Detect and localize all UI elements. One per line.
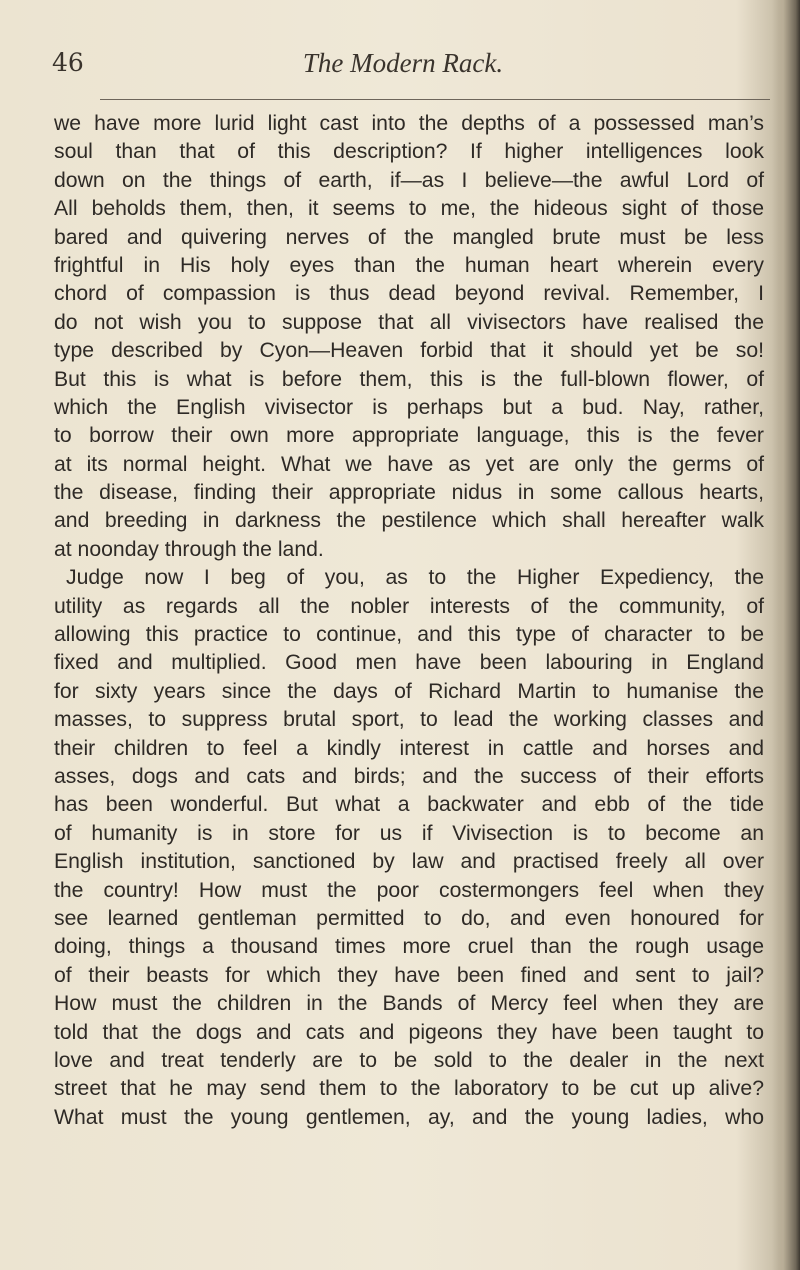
text-line: street that he may send them to the laboratory to be cut up alive? [54, 1077, 764, 1101]
text-line: All beholds them, then, it seems to me, the hideous sight of those [54, 197, 764, 221]
page-gutter-shadow [772, 0, 800, 1270]
text-line: for sixty years since the days of Richard Martin to humanise the [54, 679, 764, 703]
text-line: bared and quivering nerves of the mangled brute must be less [54, 225, 764, 249]
text-line: do not wish you to suppose that all vivisectors have realised the [54, 310, 764, 334]
text-line: But this is what is before them, this is the full-blown flower, of [54, 367, 764, 391]
text-line: Judge now I beg of you, as to the Higher Expediency, the [66, 566, 764, 590]
body-text [54, 110, 764, 1132]
page-header [52, 48, 754, 88]
text-line: English institution, sanctioned by law and practised freely all over [54, 850, 764, 874]
text-line: at noonday through the land. [54, 537, 324, 561]
running-title: The Modern Rack. [302, 48, 504, 78]
text-line: utility as regards all the nobler interests of the community, of [54, 594, 764, 618]
text-line: at its normal height. What we have as yet are only the germs of [54, 452, 764, 476]
text-line: fixed and multiplied. Good men have been labouring in England [54, 651, 764, 675]
text-line: and breeding in darkness the pestilence which shall hereafter walk [54, 509, 764, 533]
header-rule [100, 99, 770, 100]
text-line: of their beasts for which they have been fined and sent to jail? [54, 963, 764, 987]
text-line: chord of compassion is thus dead beyond revival. Remember, I [54, 282, 764, 306]
text-line: allowing this practice to continue, and this type of character to be [54, 623, 764, 647]
text-line: told that the dogs and cats and pigeons they have been taught to [54, 1020, 764, 1044]
text-line: the disease, finding their appropriate nidus in some callous hearts, [54, 481, 764, 505]
text-line: type described by Cyon—Heaven forbid that it should yet be so! [54, 339, 764, 363]
text-line: down on the things of earth, if—as I believe—the awful Lord of [54, 168, 764, 192]
text-line: masses, to suppress brutal sport, to lead the working classes and [54, 708, 764, 732]
text-line: to borrow their own more appropriate language, this is the fever [54, 424, 764, 448]
text-line: asses, dogs and cats and birds; and the success of their efforts [54, 764, 764, 788]
text-line: see learned gentleman permitted to do, and even honoured for [54, 906, 764, 930]
text-line: has been wonderful. But what a backwater and ebb of the tide [54, 793, 764, 817]
text-line: we have more lurid light cast into the depths of a possessed man’s [54, 112, 764, 135]
text-line: their children to feel a kindly interest in cattle and horses and [54, 736, 764, 760]
text-line: How must the children in the Bands of Mercy feel when they are [54, 992, 764, 1016]
text-line: of humanity is in store for us if Vivisection is to become an [54, 821, 764, 845]
text-line: frightful in His holy eyes than the human heart wherein every [54, 253, 764, 277]
text-line: love and treat tenderly are to be sold to the dealer in the next [54, 1048, 764, 1072]
text-line: soul than that of this description? If higher intelligences look [54, 140, 764, 164]
text-line: which the English vivisector is perhaps but a bud. Nay, rather, [54, 395, 764, 419]
text-line: doing, things a thousand times more cruel than the rough usage [54, 935, 764, 959]
text-line: What must the young gentlemen, ay, and the young ladies, who [54, 1105, 764, 1129]
page-number: 46 [52, 48, 84, 77]
text-line: the country! How must the poor costermongers feel when they [54, 878, 764, 902]
